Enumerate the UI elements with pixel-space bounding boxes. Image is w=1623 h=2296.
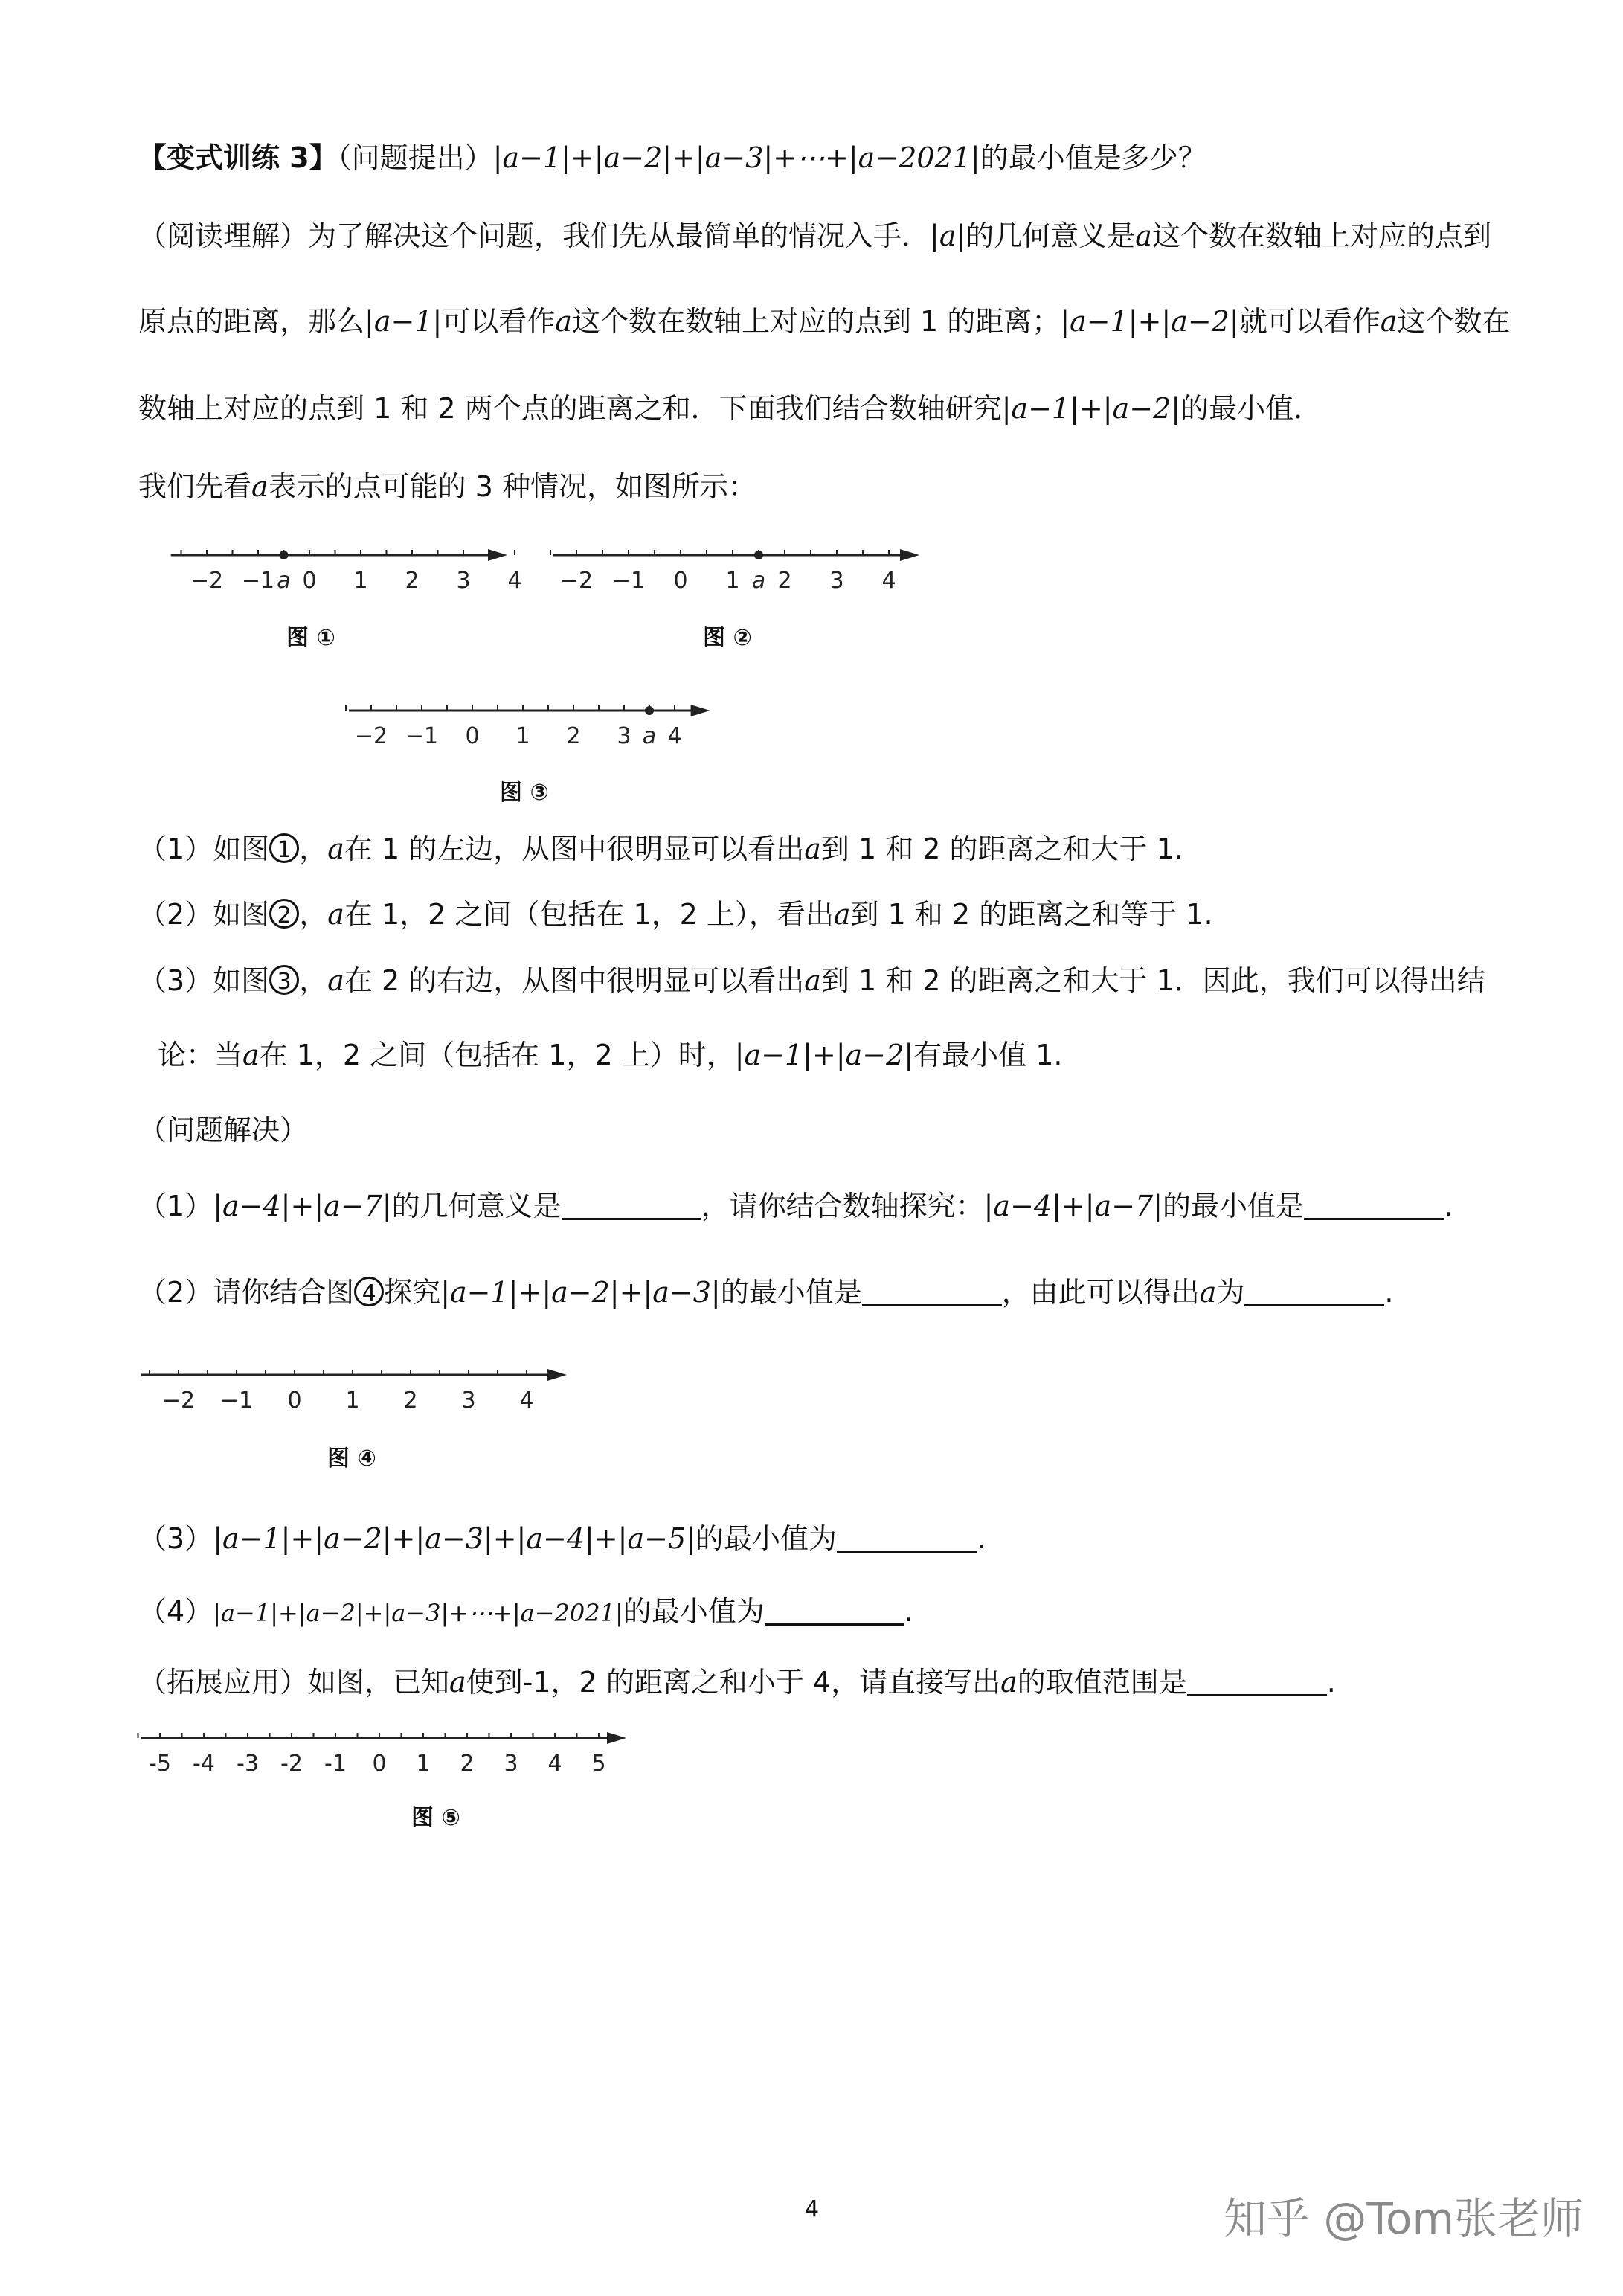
- case-text: 论：当: [158, 1039, 243, 1071]
- tick-label: −2: [354, 723, 388, 749]
- axis-arrow: [900, 549, 919, 561]
- question-text: .: [1326, 1666, 1336, 1699]
- case-conclusion: [158, 1037, 1062, 1073]
- formula: |a|: [930, 219, 966, 252]
- solve-title: （问题解决）: [138, 1114, 309, 1147]
- tick-label: 1: [725, 568, 740, 594]
- reading-text: 原点的距离，那么: [138, 305, 365, 338]
- variable-a: a: [1199, 1276, 1217, 1309]
- variable-a: a: [804, 833, 821, 865]
- case-text: 到 1 和 2 的距离之和等于 1.: [850, 898, 1213, 931]
- case-2: [138, 897, 1213, 932]
- variable-a: a: [1000, 1666, 1018, 1699]
- tick-label: -3: [237, 1751, 259, 1777]
- question-text: 的取值范围是: [1017, 1666, 1187, 1699]
- reading-text: 的最小值．: [1180, 392, 1322, 425]
- extension-question: [138, 1664, 1336, 1700]
- reading-text: 这个数在数轴上对应的点到: [1151, 219, 1491, 252]
- question-text: .: [976, 1522, 986, 1555]
- question-number: （4）: [138, 1595, 213, 1628]
- question-text: 的最小值是: [1163, 1190, 1305, 1222]
- answer-blank[interactable]: [765, 1595, 904, 1626]
- tick-label: 2: [403, 1388, 418, 1414]
- tick-label: 2: [777, 568, 792, 594]
- question-text: ，由此可以得出: [1001, 1276, 1200, 1309]
- question-text: （拓展应用）如图，已知: [138, 1666, 450, 1699]
- reading-line-2: [138, 304, 1510, 339]
- case-3: [138, 963, 1485, 998]
- tick-label: 3: [504, 1751, 518, 1777]
- fig5-caption: 图 ⑤: [411, 1805, 460, 1831]
- reading-text: 我们先看: [138, 470, 252, 503]
- variable-a: a: [242, 1039, 260, 1071]
- formula: |a−1|+|a−2|+|a−3|+|a−4|+|a−5|: [213, 1522, 695, 1555]
- reading-line-3: [138, 391, 1322, 426]
- answer-blank[interactable]: [837, 1522, 977, 1553]
- formula: |a−4|+|a−7|: [213, 1190, 392, 1222]
- tick-label: −1: [219, 1388, 254, 1414]
- tick-label: −1: [241, 568, 275, 594]
- variable-a: a: [1380, 305, 1398, 338]
- formula: |a−1|: [364, 305, 443, 338]
- tick-label: -4: [193, 1751, 215, 1777]
- tick-label: 4: [547, 1751, 562, 1777]
- reading-text: 表示的点可能的 3 种情况，如图所示：: [268, 470, 757, 503]
- reading-line-4: [138, 469, 756, 504]
- case-text: （1）如图: [138, 833, 270, 865]
- number-line-fig4: [138, 1362, 570, 1421]
- tick-label: 3: [617, 723, 631, 749]
- tick-label: 2: [405, 568, 420, 594]
- question-2: [138, 1274, 1394, 1310]
- circled-number: 4: [354, 1277, 384, 1306]
- point-a-label: a: [277, 568, 291, 594]
- section-tag: 【变式训练 3】: [138, 141, 338, 174]
- tick-label: 1: [345, 1388, 360, 1414]
- formula: |a−4|+|a−7|: [983, 1190, 1163, 1222]
- fig4-caption: 图 ④: [327, 1446, 376, 1472]
- number-line-fig3: [346, 697, 718, 757]
- answer-blank[interactable]: [862, 1276, 1002, 1306]
- tick-label: -5: [149, 1751, 171, 1777]
- tick-label: 4: [667, 723, 682, 749]
- reading-text: 这个数在数轴上对应的点到 1 的距离；: [571, 305, 1061, 338]
- formula: |a−1|+|a−2|+|a−3|+⋯+|a−2021|: [213, 1599, 623, 1627]
- tick-label: 0: [465, 723, 480, 749]
- question-1: [138, 1188, 1453, 1224]
- number-line-fig5: [138, 1725, 629, 1784]
- case-text: （2）如图: [138, 898, 270, 931]
- tick-label: 3: [829, 568, 844, 594]
- fig3-caption: 图 ③: [500, 780, 549, 806]
- question-3: [138, 1521, 986, 1556]
- tick-label: 3: [461, 1388, 476, 1414]
- question-text: 的最小值为: [695, 1522, 837, 1555]
- answer-blank[interactable]: [1244, 1276, 1384, 1306]
- tick-label: 0: [302, 568, 317, 594]
- variable-a: a: [449, 1666, 466, 1699]
- question-text: 探究: [384, 1276, 441, 1309]
- case-text: ，: [299, 898, 328, 931]
- case-text: ，: [299, 964, 328, 997]
- reading-line-1: [138, 218, 1491, 254]
- point-a-dot: [280, 551, 289, 559]
- circled-number: 1: [269, 833, 299, 863]
- tick-label: 4: [519, 1388, 534, 1414]
- case-text: 在 1 的左边，从图中很明显可以看出: [344, 833, 805, 865]
- case-text: 在 1，2 之间（包括在 1，2 上）时，: [259, 1039, 735, 1071]
- question-text: .: [904, 1595, 913, 1628]
- tick-label: 5: [591, 1751, 606, 1777]
- formula: |a−1|+|a−2|: [1001, 392, 1181, 425]
- variable-a: a: [251, 470, 269, 503]
- question-4: [138, 1594, 913, 1631]
- reading-text: 就可以看作: [1238, 305, 1381, 338]
- question-number: （3）: [138, 1522, 213, 1555]
- question-text: 的几何意义是: [391, 1190, 562, 1222]
- question-text: （2）请你结合图: [138, 1276, 355, 1309]
- case-text: （3）如图: [138, 964, 270, 997]
- axis-arrow: [547, 1369, 567, 1381]
- tick-label: 0: [287, 1388, 302, 1414]
- point-a-dot: [754, 551, 763, 559]
- question-text: 使到-1，2 的距离之和小于 4，请直接写出: [466, 1666, 1001, 1699]
- tick-label: −1: [405, 723, 439, 749]
- question-text: .: [1444, 1190, 1453, 1222]
- tick-label: 0: [372, 1751, 387, 1777]
- formula: |a−1|+|a−2|+|a−3|: [440, 1276, 721, 1309]
- variable-a: a: [327, 898, 344, 931]
- answer-blank[interactable]: [1187, 1666, 1327, 1696]
- tick-label: −2: [161, 1388, 196, 1414]
- tick-label: 2: [460, 1751, 475, 1777]
- circled-number: 2: [269, 899, 299, 929]
- tick-label: −2: [559, 568, 594, 594]
- tick-label: −1: [611, 568, 646, 594]
- tick-label: 3: [456, 568, 471, 594]
- tick-label: 4: [507, 568, 522, 594]
- variable-a: a: [833, 898, 851, 931]
- case-1: [138, 831, 1183, 867]
- tick-label: -2: [280, 1751, 303, 1777]
- problem-header: [138, 140, 1206, 176]
- reading-text: （阅读理解）为了解决这个问题，我们先从最简单的情况入手．: [138, 219, 931, 252]
- question-text: 为: [1216, 1276, 1245, 1309]
- point-a-dot: [645, 706, 654, 715]
- header-formula: |a−1|+|a−2|+|a−3|+⋯+|a−2021|: [492, 141, 980, 174]
- fig2-caption: 图 ②: [703, 625, 752, 651]
- tick-label: 1: [515, 723, 530, 749]
- point-a-label: a: [642, 723, 657, 749]
- tick-label: 0: [673, 568, 688, 594]
- fig1-caption: 图 ①: [286, 625, 335, 651]
- question-text: 的最小值为: [623, 1595, 765, 1628]
- case-text: 到 1 和 2 的距离之和大于 1．因此，我们可以得出结: [820, 964, 1485, 997]
- tick-label: −2: [190, 568, 224, 594]
- variable-a: a: [804, 964, 821, 997]
- answer-blank[interactable]: [1304, 1190, 1444, 1220]
- tick-label: 1: [416, 1751, 431, 1777]
- reading-text: 这个数在: [1397, 305, 1511, 338]
- variable-a: a: [1135, 219, 1152, 252]
- section-label: （问题提出）: [337, 141, 493, 174]
- circled-number: 3: [269, 965, 299, 995]
- variable-a: a: [555, 305, 572, 338]
- tick-label: -1: [324, 1751, 347, 1777]
- header-tail: 的最小值是多少？: [980, 141, 1206, 174]
- variable-a: a: [327, 833, 344, 865]
- tick-label: 2: [566, 723, 581, 749]
- case-text: 在 2 的右边，从图中很明显可以看出: [344, 964, 805, 997]
- question-text: 的最小值是: [720, 1276, 862, 1309]
- case-text: 到 1 和 2 的距离之和大于 1.: [820, 833, 1183, 865]
- formula: |a−1|+|a−2|: [734, 1039, 914, 1071]
- axis-arrow: [488, 549, 507, 561]
- reading-text: 数轴上对应的点到 1 和 2 两个点的距离之和．下面我们结合数轴研究: [138, 392, 1002, 425]
- answer-blank[interactable]: [562, 1190, 701, 1220]
- case-text: 有最小值 1.: [913, 1039, 1063, 1071]
- question-number: （1）: [138, 1190, 213, 1222]
- number-line-fig1: [138, 542, 522, 601]
- question-text: .: [1384, 1276, 1394, 1309]
- number-line-fig2: [550, 542, 922, 601]
- variable-a: a: [327, 964, 344, 997]
- tick-label: 1: [353, 568, 368, 594]
- question-text: ，请你结合数轴探究：: [701, 1190, 984, 1222]
- axis-arrow: [691, 705, 710, 716]
- point-a-label: a: [751, 568, 766, 594]
- reading-text: 可以看作: [442, 305, 556, 338]
- reading-text: 的几何意义是: [965, 219, 1136, 252]
- formula: |a−1|+|a−2|: [1060, 305, 1239, 338]
- case-text: ，: [299, 833, 328, 865]
- watermark: 知乎 @Tom张老师: [1224, 2193, 1584, 2244]
- axis-arrow: [607, 1732, 626, 1744]
- case-text: 在 1，2 之间（包括在 1，2 上），看出: [344, 898, 834, 931]
- page-number: 4: [805, 2196, 820, 2222]
- tick-label: 4: [881, 568, 896, 594]
